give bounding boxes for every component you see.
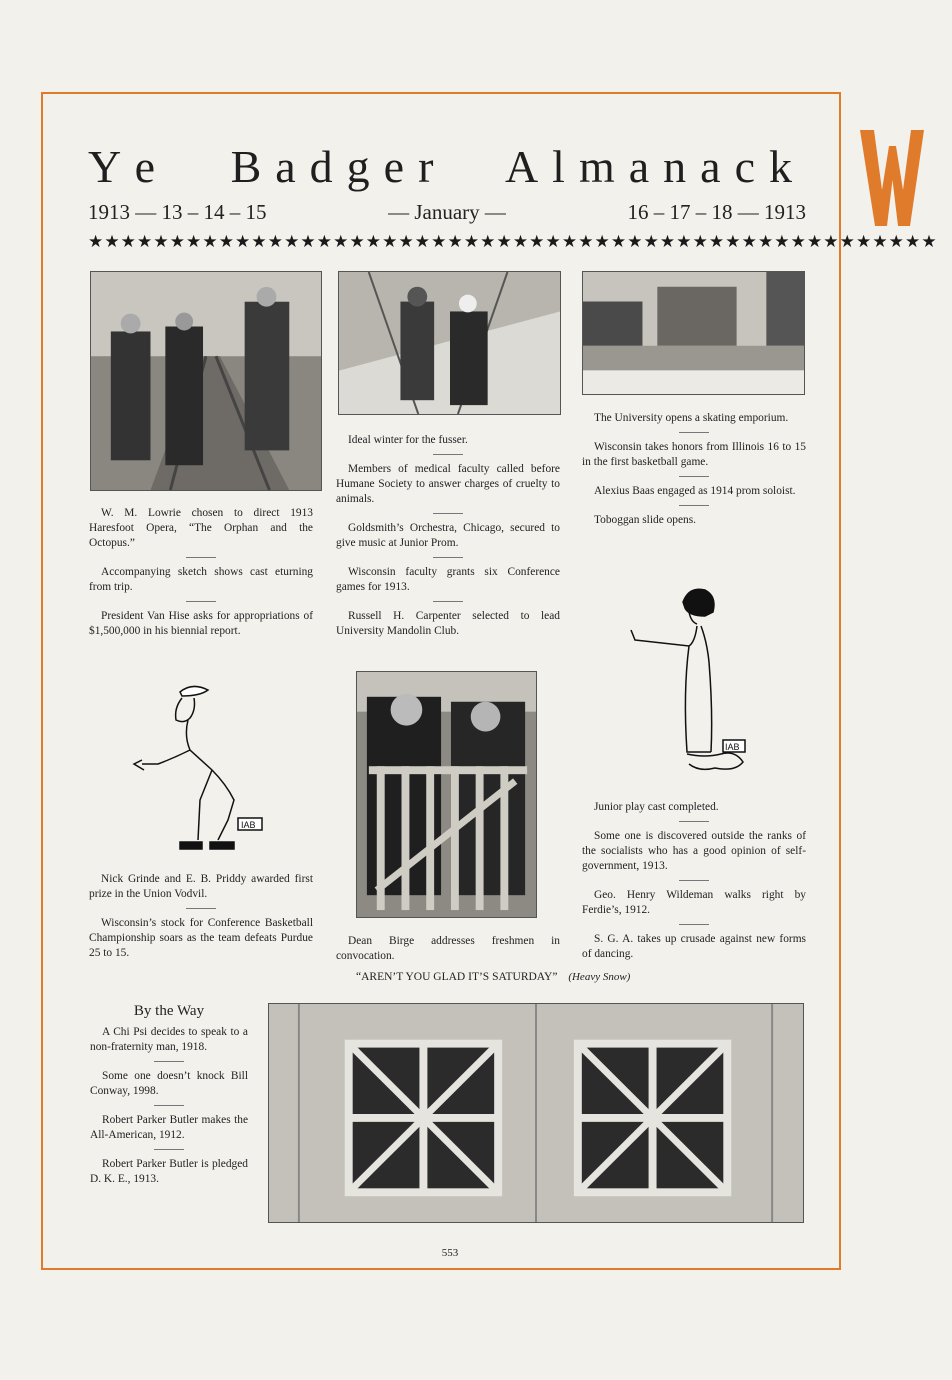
entry-union-vodvil: Nick Grinde and E. B. Priddy awarded first prize in the Union Vodvil. [89, 873, 313, 900]
dateline [88, 200, 806, 225]
photo-dean-birge-gate [356, 671, 537, 918]
date-left: 1913 — 13 – 14 – 15 [88, 200, 267, 224]
photo-skating-emporium [582, 271, 805, 395]
entry-goldsmith: Goldsmith’s Orchestra, Chicago, secured to give music at Junior Prom. [336, 522, 560, 549]
sketch-bowing-man [130, 680, 270, 865]
photo-cast-on-tracks [90, 271, 322, 491]
center-top-entries [336, 433, 560, 639]
page-title [88, 140, 806, 193]
entry-purdue: Wisconsin’s stock for Conference Basketball Championship soars as the team defeats Purdue 25 to 15. [89, 917, 313, 959]
page-number: 553 [441, 1247, 459, 1259]
entry-divider [679, 880, 709, 881]
entry-divider [679, 476, 709, 477]
entry-mandolin-club: Russell H. Carpenter selected to lead University Mandolin Club. [336, 610, 560, 637]
section-tab-letter [858, 128, 926, 228]
entry-haresfoot: W. M. Lowrie chosen to direct 1913 Haresfoot Opera, “The Orphan and the Octopus.” [89, 507, 313, 549]
entry-divider [186, 908, 216, 909]
entry-sga: S. G. A. takes up crusade against new forms of dancing. [582, 933, 806, 960]
by-the-way-item: Some one doesn’t knock Bill Conway, 1998. [90, 1070, 248, 1097]
entry-dean-birge: Dean Birge addresses freshmen in convocation. [336, 935, 560, 962]
entry-wildeman: Geo. Henry Wildeman walks right by Ferdie’s, 1912. [582, 889, 806, 916]
date-center: — January — [388, 200, 506, 224]
entry-divider [154, 1105, 184, 1106]
entry-socialists: Some one is discovered outside the ranks of the socialists who has a good opinion of self-government, 1913. [582, 830, 806, 872]
entry-divider [186, 601, 216, 602]
entry-divider [186, 557, 216, 558]
title-word-2: Badger [230, 141, 448, 192]
photo-winter-couple [338, 271, 561, 415]
by-the-way-section [90, 1004, 248, 1187]
by-the-way-item: Robert Parker Butler makes the All-American, 1912. [90, 1114, 248, 1141]
by-the-way-item: Robert Parker Butler is pledged D. K. E., 1913. [90, 1158, 248, 1185]
entry-divider [679, 821, 709, 822]
entry-basketball: Wisconsin takes honors from Illinois 16 to 15 in the first basketball game. [582, 441, 806, 468]
right-top-entries [582, 411, 806, 528]
by-the-way-item: A Chi Psi decides to speak to a non-fraternity man, 1918. [90, 1026, 248, 1053]
entry-skating: The University opens a skating emporium. [594, 412, 789, 424]
entry-divider [433, 601, 463, 602]
entry-conference-games: Wisconsin faculty grants six Conference games for 1913. [336, 566, 560, 593]
sketch-junior-play-lady [625, 582, 765, 777]
entry-divider [433, 513, 463, 514]
entry-divider [433, 454, 463, 455]
title-word-1: Ye [88, 141, 174, 192]
photo-caption [356, 971, 630, 983]
star-border: ★★★★★★★★★★★★★★★★★★★★★★★★★★★★★★★★★★★★★★★★★★★★★★★★★★★★ [88, 232, 938, 251]
entry-ideal-winter: Ideal winter for the fusser. [348, 434, 468, 446]
photo-caption-text: “AREN’T YOU GLAD IT’S SATURDAY” [356, 971, 558, 983]
entry-medical-faculty: Members of medical faculty called before Humane Society to answer charges of cruelty to animals. [336, 463, 560, 505]
entry-prom-soloist: Alexius Baas engaged as 1914 prom soloist. [594, 485, 796, 497]
entry-toboggan: Toboggan slide opens. [594, 514, 697, 526]
title-word-3: Almanack [504, 141, 806, 192]
entry-divider [154, 1149, 184, 1150]
center-mid-entries [336, 934, 560, 964]
entry-divider [154, 1061, 184, 1062]
entry-divider [679, 432, 709, 433]
by-the-way-heading: By the Way [133, 1003, 205, 1019]
right-mid-entries [582, 800, 806, 962]
entry-divider [679, 505, 709, 506]
entry-sketch: Accompanying sketch shows cast eturning from trip. [89, 566, 313, 593]
entry-divider [679, 924, 709, 925]
entry-junior-play: Junior play cast completed. [594, 801, 719, 813]
date-right: 16 – 17 – 18 — 1913 [627, 200, 806, 224]
left-mid-entries [89, 872, 313, 961]
photo-snowy-windows [268, 1003, 804, 1223]
entry-van-hise: President Van Hise asks for appropriations of $1,500,000 in his biennial report. [89, 610, 313, 637]
photo-caption-note: (Heavy Snow) [568, 971, 631, 983]
sketch-signature-right: IAB [725, 742, 740, 752]
sketch-signature-left: IAB [241, 820, 256, 830]
entry-divider [433, 557, 463, 558]
left-top-entries [89, 506, 313, 639]
